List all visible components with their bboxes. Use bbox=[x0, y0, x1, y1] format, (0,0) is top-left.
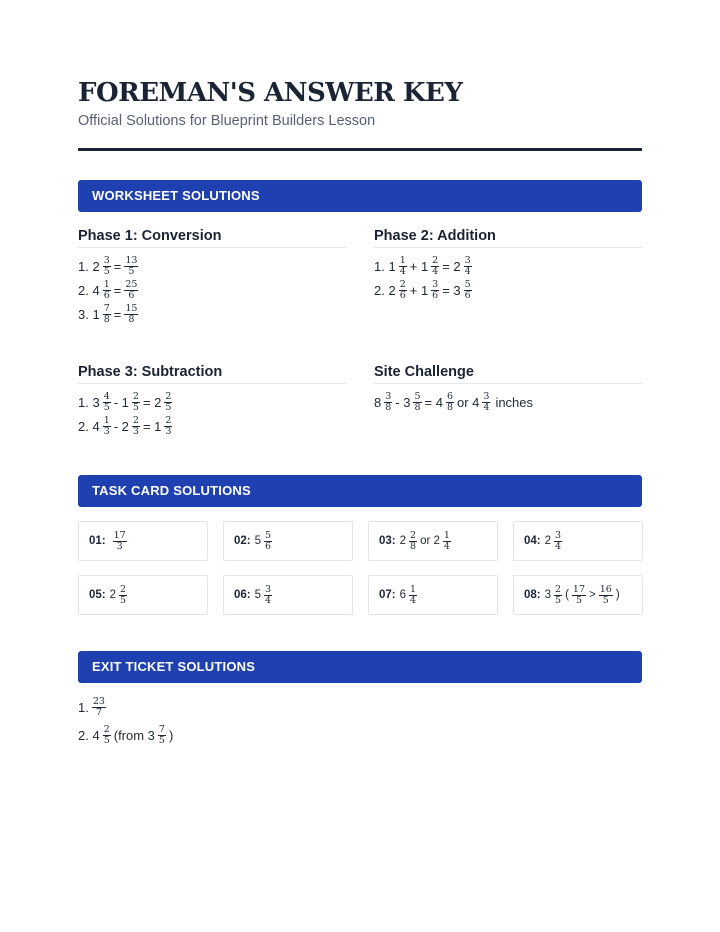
worksheet-row-1 bbox=[78, 228, 642, 326]
phase2-column bbox=[374, 228, 642, 326]
site-challenge-answer: 8 $\frac{3}{8}$ - 3 $\frac{5}{8}$ = 4 $\frac{6}{8}$ or 4 $\frac{3}{4}$ inches bbox=[374, 390, 534, 413]
exit-answer-2: 2. 4 $\frac{2}{5}$ (from 3 $\frac{7}{5}$ ) bbox=[78, 723, 174, 746]
fraction: $\frac{1}{4}$ bbox=[443, 529, 450, 552]
fraction: $\frac{2}{5}$ bbox=[120, 583, 127, 606]
fraction: $\frac{3}{6}$ bbox=[432, 278, 439, 301]
fraction: $\frac{13}{5}$ bbox=[125, 254, 138, 277]
phase2-answer-2: 2. 2 $\frac{2}{6}$ + 1 $\frac{3}{6}$ = 3 $\frac{5}{6}$ bbox=[374, 278, 471, 301]
site-challenge-heading: Site Challenge bbox=[374, 364, 642, 384]
fraction: $\frac{2}{8}$ bbox=[410, 529, 417, 552]
fraction: $\frac{3}{5}$ bbox=[103, 254, 110, 277]
task-card-03: 03: 2 $\frac{2}{8}$ or 2 $\frac{1}{4}$ bbox=[368, 521, 498, 561]
phase3-answer-1: 1. 3 $\frac{4}{5}$ - 1 $\frac{2}{5}$ = 2 $\frac{2}{5}$ bbox=[78, 390, 172, 413]
phase1-answer-2: 2. 4 $\frac{1}{6}$ = $\frac{25}{6}$ bbox=[78, 278, 138, 301]
phase2-heading: Phase 2: Addition bbox=[374, 228, 642, 248]
answer-key-page bbox=[78, 76, 642, 749]
page-title: FOREMAN'S ANSWER KEY bbox=[78, 78, 463, 108]
task-card-02: 02: 5 $\frac{5}{6}$ bbox=[223, 521, 353, 561]
fraction: $\frac{7}{5}$ bbox=[158, 723, 165, 746]
task-card-05: 05: 2 $\frac{2}{5}$ bbox=[78, 575, 208, 615]
task-card-04: 04: 2 $\frac{3}{4}$ bbox=[513, 521, 643, 561]
site-challenge-column bbox=[374, 364, 642, 438]
phase2-answer-1: 1. 1 $\frac{1}{4}$ + 1 $\frac{2}{4}$ = 2 $\frac{3}{4}$ bbox=[374, 254, 471, 277]
exit-ticket-solutions-banner: EXIT TICKET SOLUTIONS bbox=[78, 651, 642, 683]
exit-ticket-answers bbox=[78, 693, 642, 749]
phase1-column bbox=[78, 228, 346, 326]
phase1-answer-1: 1. 2 $\frac{3}{5}$ = $\frac{13}{5}$ bbox=[78, 254, 138, 277]
phase1-answer-3: 3. 1 $\frac{7}{8}$ = $\frac{15}{8}$ bbox=[78, 302, 138, 325]
fraction: $\frac{5}{8}$ bbox=[414, 390, 421, 413]
worksheet-row-2 bbox=[78, 364, 642, 438]
fraction: $\frac{4}{5}$ bbox=[103, 390, 110, 413]
task-card-01: 01: $\frac{17}{3}$ bbox=[78, 521, 208, 561]
fraction: $\frac{1}{4}$ bbox=[399, 254, 406, 277]
fraction: $\frac{2}{4}$ bbox=[432, 254, 439, 277]
phase1-heading: Phase 1: Conversion bbox=[78, 228, 346, 248]
fraction: $\frac{1}{4}$ bbox=[410, 583, 417, 606]
phase3-answer-2: 2. 4 $\frac{1}{3}$ - 2 $\frac{2}{3}$ = 1 $\frac{2}{3}$ bbox=[78, 414, 172, 437]
fraction: $\frac{5}{6}$ bbox=[464, 278, 471, 301]
task-card-06: 06: 5 $\frac{3}{4}$ bbox=[223, 575, 353, 615]
page-subtitle: Official Solutions for Blueprint Builders Lesson bbox=[78, 113, 376, 129]
fraction: $\frac{5}{6}$ bbox=[265, 529, 272, 552]
fraction: $\frac{1}{3}$ bbox=[103, 414, 110, 437]
fraction: $\frac{6}{8}$ bbox=[446, 390, 453, 413]
fraction: $\frac{17}{3}$ bbox=[113, 529, 126, 552]
worksheet-solutions-banner: WORKSHEET SOLUTIONS bbox=[78, 180, 642, 212]
fraction: $\frac{2}{3}$ bbox=[132, 414, 139, 437]
task-card-07: 07: 6 $\frac{1}{4}$ bbox=[368, 575, 498, 615]
fraction: $\frac{15}{8}$ bbox=[125, 302, 138, 325]
phase3-heading: Phase 3: Subtraction bbox=[78, 364, 346, 384]
fraction: $\frac{3}{4}$ bbox=[265, 583, 272, 606]
fraction: $\frac{3}{4}$ bbox=[555, 529, 562, 552]
fraction: $\frac{2}{5}$ bbox=[103, 723, 110, 746]
fraction: $\frac{3}{4}$ bbox=[483, 390, 490, 413]
task-card-grid bbox=[78, 521, 642, 615]
fraction: $\frac{2}{5}$ bbox=[555, 583, 562, 606]
fraction: $\frac{25}{6}$ bbox=[125, 278, 138, 301]
fraction: $\frac{17}{5}$ bbox=[572, 583, 586, 606]
task-card-08: 08: 3 $\frac{2}{5}$ ( $\frac{17}{5}$ > $\frac{16}{5}$ ) bbox=[513, 575, 643, 615]
fraction: $\frac{2}{5}$ bbox=[132, 390, 139, 413]
fraction: $\frac{3}{8}$ bbox=[385, 390, 392, 413]
fraction: $\frac{2}{5}$ bbox=[165, 390, 172, 413]
fraction: $\frac{23}{7}$ bbox=[92, 695, 105, 718]
task-card-solutions-banner: TASK CARD SOLUTIONS bbox=[78, 475, 642, 507]
header-divider bbox=[78, 148, 642, 151]
fraction: $\frac{1}{6}$ bbox=[103, 278, 110, 301]
exit-answer-1: 1. $\frac{23}{7}$ bbox=[78, 695, 105, 718]
fraction: $\frac{3}{4}$ bbox=[464, 254, 471, 277]
fraction: $\frac{7}{8}$ bbox=[103, 302, 110, 325]
fraction: $\frac{2}{6}$ bbox=[399, 278, 406, 301]
fraction: $\frac{16}{5}$ bbox=[599, 583, 612, 606]
fraction: $\frac{2}{3}$ bbox=[165, 414, 172, 437]
phase3-column bbox=[78, 364, 346, 438]
